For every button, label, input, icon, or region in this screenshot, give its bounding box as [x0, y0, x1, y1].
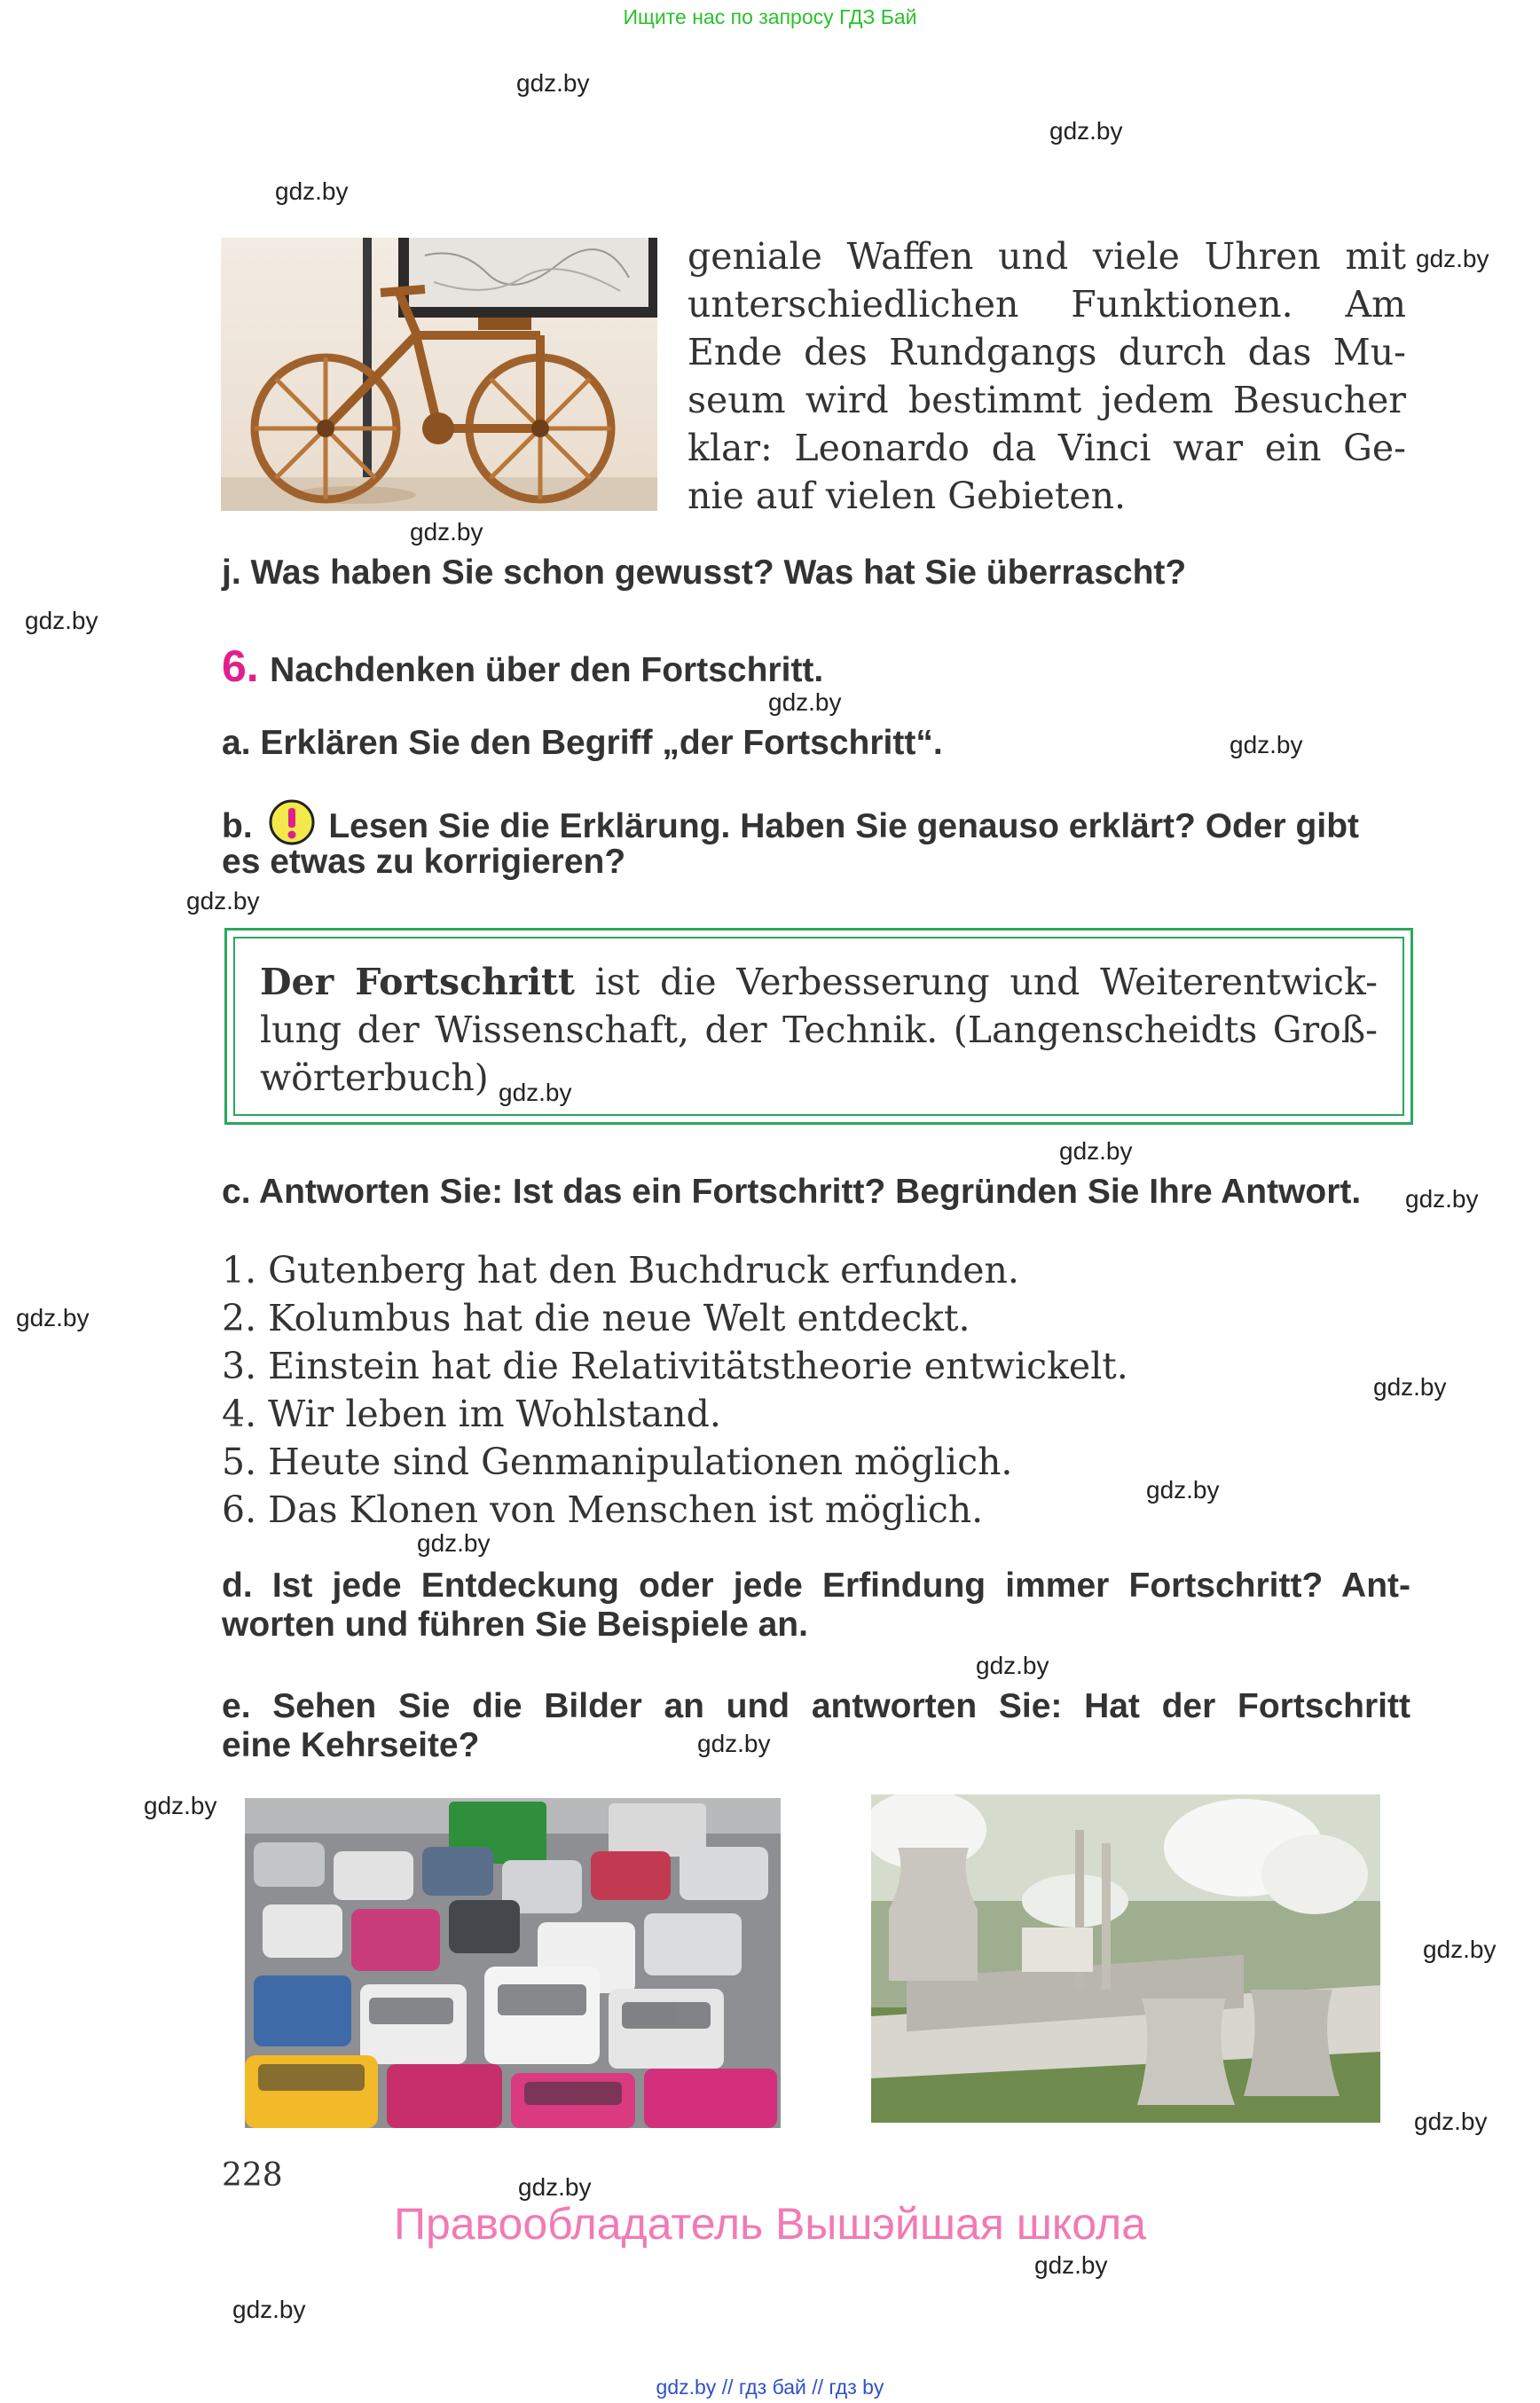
question-b-prefix: b. [222, 807, 253, 845]
power-plant-photo [871, 1794, 1380, 2123]
watermark: gdz.by [410, 518, 483, 546]
definition-box [224, 928, 1413, 1125]
intro-line: klar: Leonardo da Vinci war ein Ge- [688, 427, 1406, 469]
watermark: gdz.by [1373, 1373, 1447, 1401]
list-item: 5. Heute sind Genmanipulationen möglich. [222, 1441, 1013, 1483]
watermark: gdz.by [1146, 1476, 1220, 1504]
intro-line: seum wird bestimmt jedem Besucher [688, 379, 1406, 421]
watermark: gdz.by [1059, 1137, 1133, 1165]
watermark: gdz.by [25, 607, 98, 634]
definition-term: Der Fortschritt [260, 961, 575, 1003]
list-item: 6. Das Klonen von Menschen ist möglich. [222, 1488, 984, 1531]
intro-paragraph [688, 232, 1406, 520]
definition-line-1 [260, 958, 1378, 1006]
watermark: gdz.by [1416, 245, 1489, 272]
list-item: 3. Einstein hat die Relativitätstheorie entwickelt. [222, 1345, 1128, 1387]
watermark: gdz.by [1034, 2251, 1108, 2279]
list-item: 1. Gutenberg hat den Buchdruck erfunden. [222, 1249, 1019, 1292]
definition-line-2: lung der Wissenschaft, der Technik. (Langenscheidts Groß- [260, 1009, 1378, 1051]
watermark: gdz.by [976, 1652, 1049, 1679]
footer-links: gdz.by // гдз бай // гдз by [656, 2376, 884, 2399]
intro-line: unterschiedlichen Funktionen. Am [688, 283, 1406, 326]
intro-line: Ende des Rundgangs durch das Mu- [688, 331, 1406, 373]
watermark: gdz.by [275, 177, 349, 205]
question-e-line1: e. Sehen Sie die Bilder an und antworten Sie: Hat der Fortschritt [222, 1687, 1410, 1725]
watermark: gdz.by [1414, 2108, 1488, 2135]
question-d-line2: worten und führen Sie Beispiele an. [222, 1606, 808, 1644]
rights-holder: Правообладатель Вышэйшая школа [394, 2199, 1146, 2249]
exercise-number: 6. [222, 641, 259, 691]
exercise-title: Nachdenken über den Fortschritt. [270, 651, 824, 689]
watermark: gdz.by [186, 887, 260, 915]
watermark: gdz.by [1405, 1185, 1479, 1213]
watermark: gdz.by [518, 2173, 592, 2201]
top-banner: Ищите нас по запросу ГДЗ Бай [623, 5, 917, 28]
watermark: gdz.by [768, 688, 842, 716]
question-e [222, 1687, 1410, 1765]
watermark: gdz.by [499, 1079, 572, 1106]
question-d [222, 1567, 1410, 1645]
watermark: gdz.by [417, 1529, 491, 1557]
question-c: c. Antworten Sie: Ist das ein Fortschritt? Begründen Sie Ihre Antwort. [222, 1173, 1362, 1211]
definition-text: ist die Verbesserung und Weiterentwick- [594, 961, 1378, 1003]
question-d-line1: d. Ist jede Entdeckung oder jede Erfindung immer Fortschritt? Ant- [222, 1567, 1410, 1605]
list-item: 2. Kolumbus hat die neue Welt entdeckt. [222, 1297, 970, 1339]
watermark: gdz.by [1423, 1936, 1497, 1963]
intro-line: geniale Waffen und viele Uhren mit [688, 235, 1406, 278]
page-number: 228 [222, 2157, 283, 2194]
watermark: gdz.by [144, 1792, 217, 1819]
intro-line: nie auf vielen Gebieten. [688, 475, 1127, 517]
list-item: 4. Wir leben im Wohlstand. [222, 1393, 721, 1435]
traffic-jam-photo [245, 1798, 781, 2128]
watermark: gdz.by [16, 1304, 90, 1331]
definition-line-3: wörterbuch) [260, 1056, 489, 1099]
definition-box-inner [233, 937, 1404, 1116]
watermark: gdz.by [1230, 731, 1303, 758]
question-b-line2: es etwas zu korrigieren? [222, 843, 626, 881]
bicycle-photo [221, 238, 657, 511]
question-j: j. Was haben Sie schon gewusst? Was hat Sie überrascht? [222, 554, 1187, 592]
watermark: gdz.by [516, 69, 590, 97]
question-b-line1: Lesen Sie die Erklärung. Haben Sie genauso erklärt? Oder gibt [328, 807, 1360, 845]
exercise-heading [222, 640, 823, 692]
question-e-line2: eine Kehrseite? [222, 1726, 480, 1764]
watermark: gdz.by [697, 1730, 771, 1757]
watermark: gdz.by [1049, 117, 1123, 145]
question-a: a. Erklären Sie den Begriff „der Fortschritt“. [222, 724, 943, 762]
watermark: gdz.by [232, 2296, 306, 2323]
